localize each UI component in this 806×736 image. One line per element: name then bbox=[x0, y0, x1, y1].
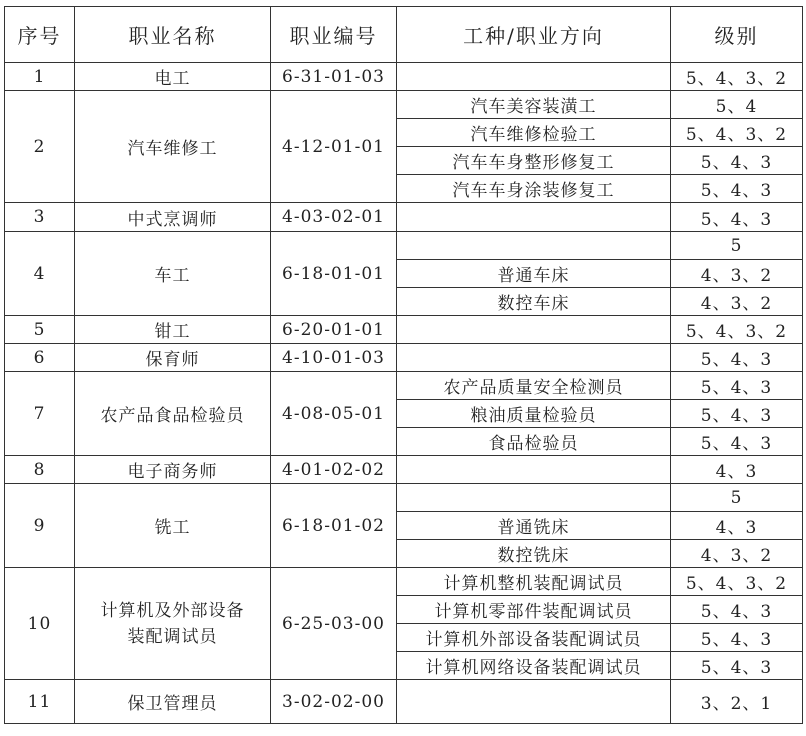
occupation-table bbox=[4, 6, 803, 724]
cell-occupation-code: 6-18-01-02 bbox=[271, 484, 397, 568]
cell-occupation-name-line: 装配调试员 bbox=[127, 626, 218, 647]
cell-level: 5、4、3、2 bbox=[671, 568, 803, 596]
cell-seq: 5 bbox=[5, 316, 75, 344]
header-seq: 序号 bbox=[5, 7, 75, 63]
cell-occupation-name: 保育师 bbox=[75, 344, 271, 372]
cell-direction bbox=[397, 232, 671, 260]
cell-level: 5、4、3、2 bbox=[671, 63, 803, 91]
cell-occupation-code: 4-10-01-03 bbox=[271, 344, 397, 372]
cell-occupation-name: 保卫管理员 bbox=[75, 680, 271, 724]
cell-direction: 汽车维修检验工 bbox=[397, 119, 671, 147]
cell-occupation-code: 3-02-02-00 bbox=[271, 680, 397, 724]
cell-occupation-name: 汽车维修工 bbox=[75, 91, 271, 203]
cell-direction bbox=[397, 203, 671, 232]
table-row bbox=[5, 484, 803, 512]
cell-level: 4、3 bbox=[671, 512, 803, 540]
cell-occupation-name: 铣工 bbox=[75, 484, 271, 568]
cell-seq: 4 bbox=[5, 232, 75, 316]
cell-level: 5、4、3 bbox=[671, 372, 803, 400]
header-occupation-name: 职业名称 bbox=[75, 7, 271, 63]
cell-occupation-name: 钳工 bbox=[75, 316, 271, 344]
cell-direction: 汽车美容装潢工 bbox=[397, 91, 671, 119]
cell-level: 3、2、1 bbox=[671, 680, 803, 724]
cell-level: 5、4、3 bbox=[671, 652, 803, 680]
cell-direction: 农产品质量安全检测员 bbox=[397, 372, 671, 400]
table-row bbox=[5, 91, 803, 119]
cell-direction: 汽车车身整形修复工 bbox=[397, 147, 671, 175]
cell-seq: 6 bbox=[5, 344, 75, 372]
cell-direction: 粮油质量检验员 bbox=[397, 400, 671, 428]
cell-level: 5 bbox=[671, 484, 803, 512]
cell-seq: 2 bbox=[5, 91, 75, 203]
cell-occupation-code: 4-08-05-01 bbox=[271, 372, 397, 456]
cell-seq: 7 bbox=[5, 372, 75, 456]
cell-seq: 9 bbox=[5, 484, 75, 568]
cell-level: 4、3、2 bbox=[671, 540, 803, 568]
cell-direction bbox=[397, 456, 671, 484]
cell-seq: 11 bbox=[5, 680, 75, 724]
cell-level: 5 bbox=[671, 232, 803, 260]
table-row bbox=[5, 680, 803, 724]
cell-direction: 食品检验员 bbox=[397, 428, 671, 456]
table-row bbox=[5, 568, 803, 596]
header-direction: 工种/职业方向 bbox=[397, 7, 671, 63]
cell-level: 5、4、3、2 bbox=[671, 119, 803, 147]
cell-direction: 普通车床 bbox=[397, 260, 671, 288]
cell-level: 5、4、3 bbox=[671, 400, 803, 428]
cell-occupation-code: 6-20-01-01 bbox=[271, 316, 397, 344]
cell-seq: 3 bbox=[5, 203, 75, 232]
cell-occupation-code: 4-12-01-01 bbox=[271, 91, 397, 203]
cell-level: 5、4 bbox=[671, 91, 803, 119]
cell-direction bbox=[397, 316, 671, 344]
table-row bbox=[5, 344, 803, 372]
cell-direction: 计算机外部设备装配调试员 bbox=[397, 624, 671, 652]
table-body bbox=[5, 63, 803, 724]
table-row bbox=[5, 203, 803, 232]
cell-level: 5、4、3 bbox=[671, 428, 803, 456]
cell-direction: 计算机零部件装配调试员 bbox=[397, 596, 671, 624]
cell-level: 4、3、2 bbox=[671, 260, 803, 288]
cell-occupation-code: 6-25-03-00 bbox=[271, 568, 397, 680]
cell-occupation-name bbox=[75, 568, 271, 680]
cell-level: 5、4、3 bbox=[671, 175, 803, 203]
cell-occupation-name: 电子商务师 bbox=[75, 456, 271, 484]
cell-direction: 计算机整机装配调试员 bbox=[397, 568, 671, 596]
cell-level: 4、3、2 bbox=[671, 288, 803, 316]
cell-level: 5、4、3 bbox=[671, 203, 803, 232]
cell-occupation-name: 电工 bbox=[75, 63, 271, 91]
cell-occupation-name-line: 计算机及外部设备 bbox=[100, 600, 245, 621]
cell-occupation-code: 6-18-01-01 bbox=[271, 232, 397, 316]
cell-occupation-code: 4-01-02-02 bbox=[271, 456, 397, 484]
cell-direction: 普通铣床 bbox=[397, 512, 671, 540]
cell-occupation-code: 4-03-02-01 bbox=[271, 203, 397, 232]
header-level: 级别 bbox=[671, 7, 803, 63]
header-row bbox=[5, 7, 803, 63]
cell-level: 5、4、3 bbox=[671, 147, 803, 175]
cell-occupation-name: 农产品食品检验员 bbox=[75, 372, 271, 456]
cell-occupation-name: 车工 bbox=[75, 232, 271, 316]
cell-level: 5、4、3 bbox=[671, 624, 803, 652]
cell-occupation-name: 中式烹调师 bbox=[75, 203, 271, 232]
table-row bbox=[5, 232, 803, 260]
header-occupation-code: 职业编号 bbox=[271, 7, 397, 63]
table-row bbox=[5, 63, 803, 91]
cell-direction: 数控铣床 bbox=[397, 540, 671, 568]
cell-seq: 10 bbox=[5, 568, 75, 680]
cell-level: 5、4、3 bbox=[671, 344, 803, 372]
cell-direction: 计算机网络设备装配调试员 bbox=[397, 652, 671, 680]
cell-seq: 1 bbox=[5, 63, 75, 91]
cell-level: 5、4、3、2 bbox=[671, 316, 803, 344]
table-row bbox=[5, 372, 803, 400]
cell-direction bbox=[397, 680, 671, 724]
table-row bbox=[5, 456, 803, 484]
cell-direction bbox=[397, 63, 671, 91]
cell-direction bbox=[397, 484, 671, 512]
cell-seq: 8 bbox=[5, 456, 75, 484]
cell-level: 5、4、3 bbox=[671, 596, 803, 624]
cell-direction: 数控车床 bbox=[397, 288, 671, 316]
cell-level: 4、3 bbox=[671, 456, 803, 484]
table-row bbox=[5, 316, 803, 344]
cell-direction bbox=[397, 344, 671, 372]
cell-direction: 汽车车身涂装修复工 bbox=[397, 175, 671, 203]
cell-occupation-code: 6-31-01-03 bbox=[271, 63, 397, 91]
